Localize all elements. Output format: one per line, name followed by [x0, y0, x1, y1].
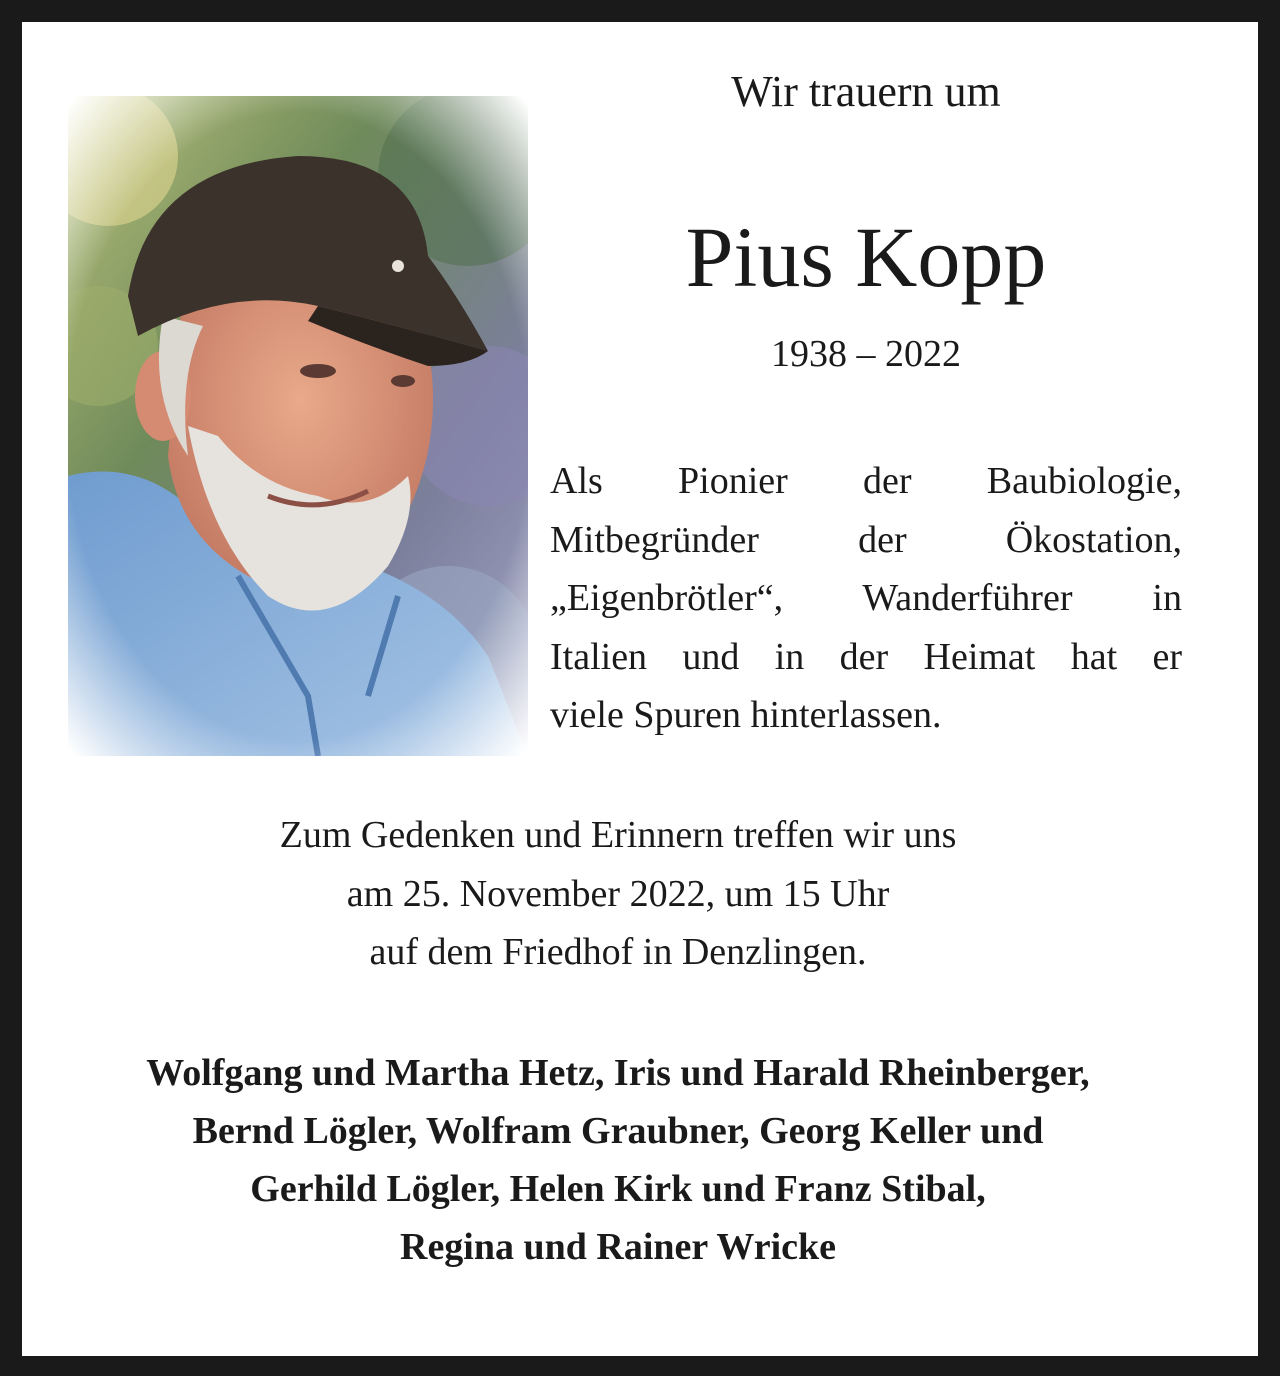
- deceased-name: Pius Kopp: [685, 209, 1047, 305]
- memorial-line: auf dem Friedhof in Denzlingen.: [369, 931, 867, 973]
- tribute-line: Italien und in der Heimat hat er: [550, 635, 1182, 678]
- intro-text: Wir trauern um: [731, 67, 1001, 116]
- portrait-illustration: [68, 96, 528, 756]
- mourners-list: [20, 1044, 1216, 1276]
- tribute-paragraph: [550, 452, 1182, 745]
- mourners-line: Bernd Lögler, Wolfram Graubner, Georg Keller und: [192, 1110, 1044, 1152]
- tribute-line: viele Spuren hinterlassen.: [550, 694, 942, 736]
- mourners-line: Regina und Rainer Wricke: [400, 1226, 836, 1268]
- tribute-line: Mitbegründer der Ökostation,: [550, 518, 1182, 561]
- portrait-photo: [68, 96, 528, 756]
- mourners-line: Gerhild Lögler, Helen Kirk und Franz Stibal,: [250, 1168, 986, 1210]
- mourners-line: Wolfgang und Martha Hetz, Iris und Harald Rheinberger,: [146, 1052, 1090, 1094]
- tribute-line: Als Pionier der Baubiologie,: [550, 460, 1182, 502]
- memorial-line: am 25. November 2022, um 15 Uhr: [346, 872, 890, 915]
- memorial-announcement: [40, 806, 1196, 982]
- memorial-line: Zum Gedenken und Erinnern treffen wir uns: [279, 814, 957, 856]
- tribute-line: „Eigenbrötler“, Wanderführer in: [550, 577, 1182, 619]
- life-years: 1938 – 2022: [771, 333, 961, 375]
